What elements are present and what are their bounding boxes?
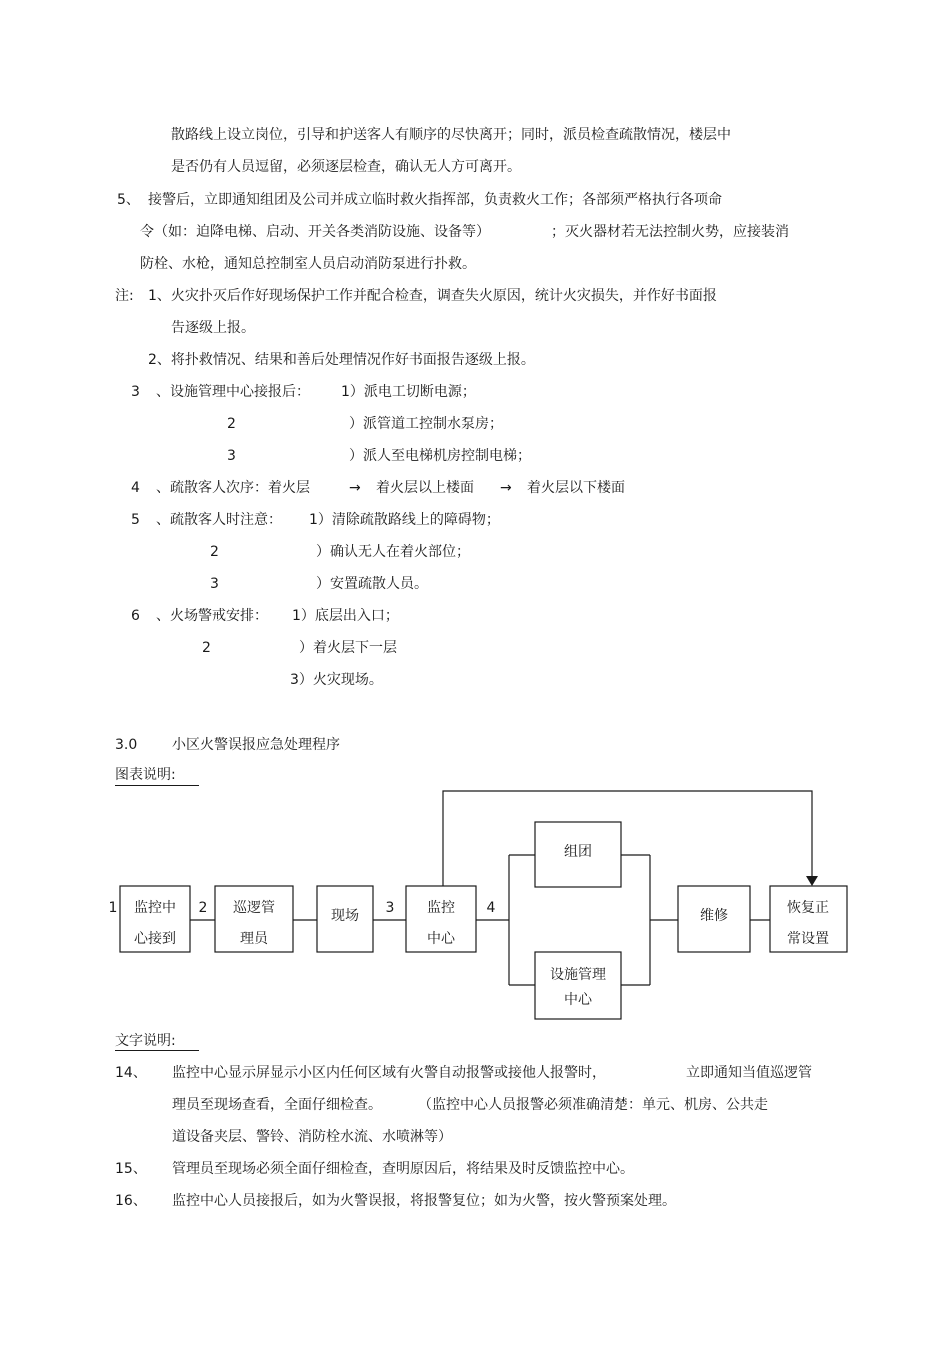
list-number: 2 bbox=[202, 640, 211, 656]
para-line: 散路线上设立岗位，引导和护送客人有顺序的尽快离开；同时，派员检查疏散情况，楼层中 bbox=[171, 127, 731, 143]
item-number: 5 bbox=[131, 512, 140, 528]
list-number: 3 bbox=[210, 576, 219, 592]
step-number: 1 bbox=[108, 900, 118, 916]
list-number: 3 bbox=[227, 448, 236, 464]
arrow-glyph: → bbox=[500, 480, 512, 496]
item-number: 14、 bbox=[115, 1065, 147, 1081]
box-label: 监控中 bbox=[134, 900, 176, 916]
list-number: 2 bbox=[227, 416, 236, 432]
list-heading: 、疏散客人时注意： bbox=[156, 512, 282, 528]
list-item: 着火层以下楼面 bbox=[527, 480, 625, 496]
step-number: 4 bbox=[486, 900, 496, 916]
arrowhead-icon bbox=[806, 876, 818, 886]
box-label: 设施管理 bbox=[550, 967, 606, 983]
item-number: 5、 bbox=[117, 192, 140, 208]
box-label: 中心 bbox=[564, 992, 592, 1008]
step-number: 2 bbox=[198, 900, 208, 916]
feedback-line bbox=[443, 791, 812, 886]
step-number: 3 bbox=[385, 900, 395, 916]
text-caption-label: 文字说明: bbox=[115, 1033, 176, 1049]
list-item: 1）清除疏散路线上的障碍物； bbox=[309, 512, 500, 528]
list-item: 着火层以上楼面 bbox=[376, 480, 474, 496]
note-label: 注: bbox=[115, 288, 134, 304]
underline bbox=[115, 1050, 199, 1051]
list-item: 3）火灾现场。 bbox=[290, 672, 383, 688]
para-line: 防栓、水枪，通知总控制室人员启动消防泵进行扑救。 bbox=[140, 256, 476, 272]
list-item: ）派管道工控制水泵房； bbox=[349, 416, 503, 432]
para-line: 立即通知当值巡逻管 bbox=[686, 1065, 812, 1081]
list-heading: 、设施管理中心接报后： bbox=[156, 384, 310, 400]
list-item: ）安置疏散人员。 bbox=[316, 576, 428, 592]
arrow-glyph: → bbox=[349, 480, 361, 496]
box-label: 维修 bbox=[700, 908, 728, 924]
box-label: 巡逻管 bbox=[233, 900, 275, 916]
para-line: 管理员至现场必须全面仔细检查，查明原因后，将结果及时反馈监控中心。 bbox=[172, 1161, 634, 1177]
para-line: 告逐级上报。 bbox=[171, 320, 255, 336]
para-line: 1、火灾扑灭后作好现场保护工作并配合检查，调查失火原因，统计火灾损失，并作好书面报 bbox=[148, 288, 717, 304]
list-item: 1）派电工切断电源； bbox=[341, 384, 476, 400]
box-label: 组团 bbox=[564, 844, 592, 860]
list-number: 2 bbox=[210, 544, 219, 560]
list-item: ）着火层下一层 bbox=[299, 640, 397, 656]
para-line: （监控中心人员报警必须准确清楚：单元、机房、公共走 bbox=[418, 1097, 768, 1113]
para-line: 接警后，立即通知组团及公司并成立临时救火指挥部，负责救火工作；各部须严格执行各项命 bbox=[148, 192, 722, 208]
para-line: 道设备夹层、警铃、消防栓水流、水喷淋等） bbox=[172, 1129, 452, 1145]
box-facility-center bbox=[535, 952, 621, 1019]
box-label: 心接到 bbox=[134, 931, 176, 947]
item-number: 6 bbox=[131, 608, 140, 624]
box-label: 现场 bbox=[331, 908, 359, 924]
section-title: 小区火警误报应急处理程序 bbox=[172, 737, 340, 753]
item-number: 4 bbox=[131, 480, 140, 496]
para-line: ；灭火器材若无法控制火势，应接装消 bbox=[551, 224, 789, 240]
list-heading: 、火场警戒安排： bbox=[156, 608, 268, 624]
box-label: 监控 bbox=[427, 900, 455, 916]
box-label: 恢复正 bbox=[787, 900, 829, 916]
chart-caption-label: 图表说明: bbox=[115, 767, 176, 783]
para-line: 是否仍有人员逗留，必须逐层检查，确认无人方可离开。 bbox=[171, 159, 521, 175]
item-number: 15、 bbox=[115, 1161, 147, 1177]
para-line: 2、将扑救情况、结果和善后处理情况作好书面报告逐级上报。 bbox=[148, 352, 535, 368]
item-number: 3 bbox=[131, 384, 140, 400]
section-number: 3.0 bbox=[115, 737, 138, 753]
item-number: 16、 bbox=[115, 1193, 147, 1209]
box-label: 中心 bbox=[427, 931, 455, 947]
list-item: ）派人至电梯机房控制电梯； bbox=[349, 448, 531, 464]
box-label: 理员 bbox=[240, 931, 268, 947]
para-line: 监控中心人员接报后，如为火警误报，将报警复位；如为火警，按火警预案处理。 bbox=[172, 1193, 676, 1209]
box-label: 常设置 bbox=[787, 931, 829, 947]
para-line: 令（如：迫降电梯、启动、开关各类消防设施、设备等） bbox=[140, 224, 490, 240]
list-item: ）确认无人在着火部位； bbox=[316, 544, 470, 560]
para-line: 理员至现场查看，全面仔细检查。 bbox=[172, 1097, 382, 1113]
list-heading: 、疏散客人次序：着火层 bbox=[156, 480, 310, 496]
para-line: 监控中心显示屏显示小区内任何区域有火警自动报警或接他人报警时， bbox=[172, 1065, 606, 1081]
list-item: 1）底层出入口； bbox=[292, 608, 399, 624]
